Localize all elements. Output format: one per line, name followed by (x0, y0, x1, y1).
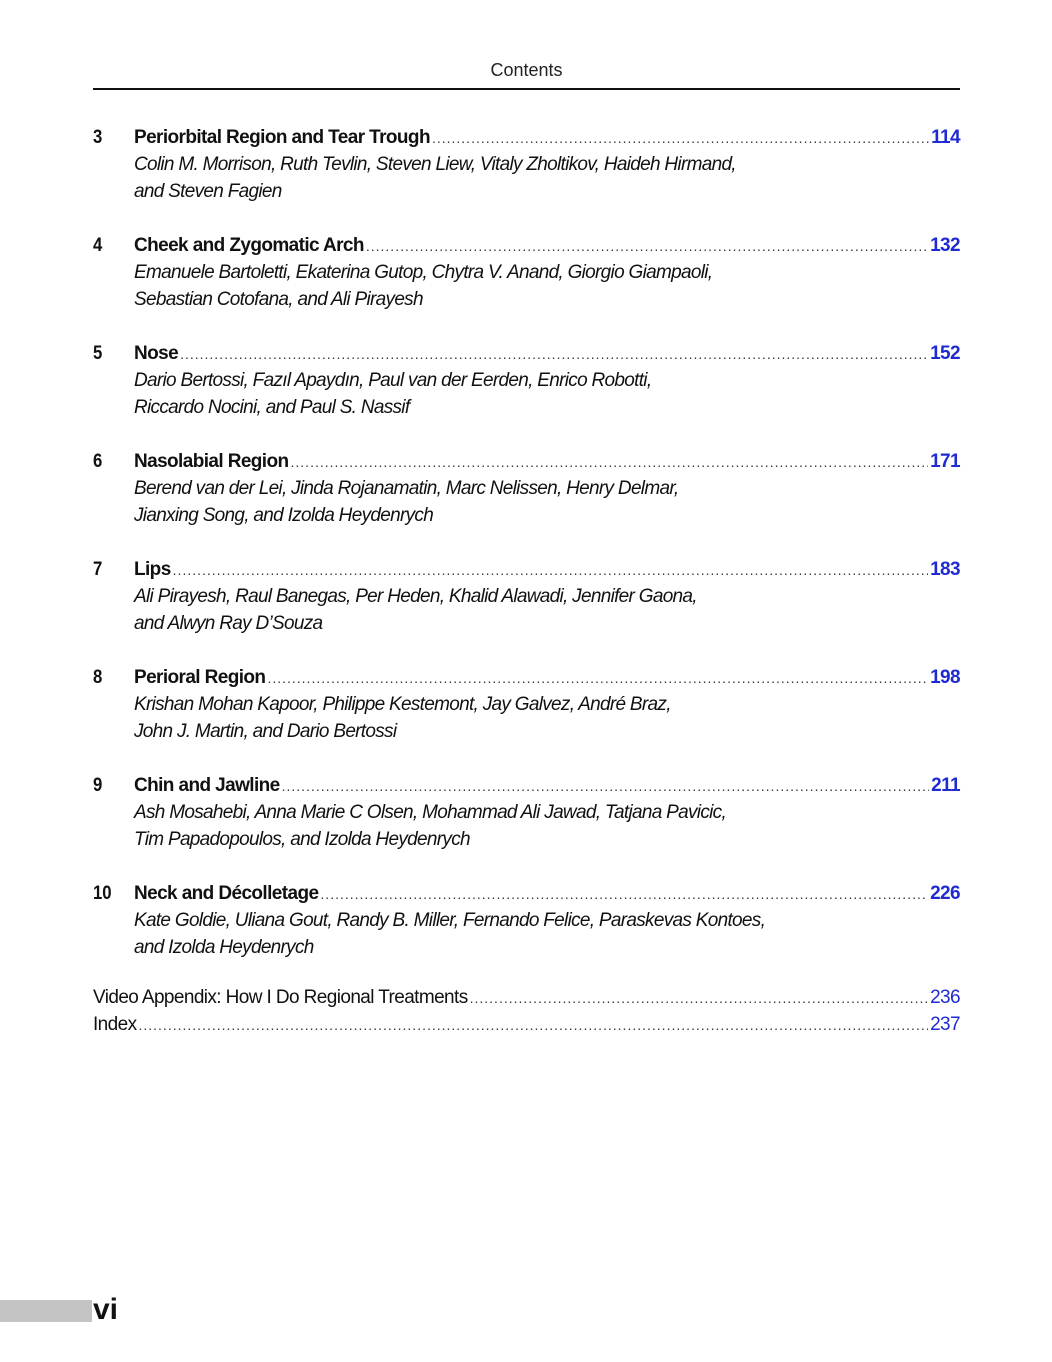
chapter-number: 10 (93, 883, 112, 904)
dot-leader (180, 341, 928, 368)
authors-line: Jianxing Song, and Izolda Heydenrych (134, 505, 434, 526)
page-number-link[interactable]: 114 (931, 127, 960, 148)
toc-entry (93, 340, 960, 448)
authors-line: Krishan Mohan Kapoor, Philippe Kestemont, Jay Galvez, André Braz, (134, 694, 671, 715)
chapter-title[interactable]: Perioral Region (134, 667, 266, 688)
dot-leader (366, 233, 928, 260)
chapter-number: 4 (93, 235, 103, 256)
backmatter-list (93, 984, 960, 1038)
authors-line: Kate Goldie, Uliana Gout, Randy B. Miller, Fernando Felice, Paraskevas Kontoes, (134, 910, 766, 931)
page-title: Contents (490, 60, 563, 80)
authors-line: and Alwyn Ray D’Souza (134, 613, 323, 634)
authors-line: Dario Bertossi, Fazıl Apaydın, Paul van der Eerden, Enrico Robotti, (134, 370, 652, 391)
authors-line: and Steven Fagien (134, 181, 282, 202)
chapter-authors (134, 367, 651, 421)
toc-entry (93, 448, 960, 556)
page-folio: vi (93, 1293, 119, 1326)
folio-bar (0, 1300, 92, 1322)
dot-leader (173, 557, 928, 584)
toc-entry (93, 772, 960, 880)
chapter-title[interactable]: Chin and Jawline (134, 775, 280, 796)
chapter-number: 3 (93, 127, 103, 148)
chapter-number: 9 (93, 775, 103, 796)
dot-leader (470, 985, 928, 1012)
chapter-title-row (134, 664, 960, 691)
toc-entry (93, 124, 960, 232)
page-number-link[interactable]: 226 (930, 883, 960, 904)
toc-entry (93, 232, 960, 340)
backmatter-entry (93, 984, 960, 1011)
chapter-authors (134, 907, 765, 961)
chapter-number: 8 (93, 667, 103, 688)
chapter-authors (134, 475, 679, 529)
dot-leader (282, 773, 930, 800)
backmatter-title[interactable]: Index (93, 1014, 137, 1035)
toc-entry (93, 664, 960, 772)
dot-leader (320, 881, 928, 908)
dot-leader (432, 125, 929, 152)
authors-line: Berend van der Lei, Jinda Rojanamatin, Marc Nelissen, Henry Delmar, (134, 478, 679, 499)
dot-leader (291, 449, 929, 476)
chapter-title[interactable]: Lips (134, 559, 171, 580)
chapter-title-row (134, 340, 960, 367)
authors-line: and Izolda Heydenrych (134, 937, 314, 958)
header-rule (93, 88, 960, 90)
chapter-title[interactable]: Nasolabial Region (134, 451, 289, 472)
chapter-number: 7 (93, 559, 103, 580)
chapter-authors (134, 799, 726, 853)
chapter-title-row (134, 448, 960, 475)
chapter-title-row (134, 232, 960, 259)
authors-line: John J. Martin, and Dario Bertossi (134, 721, 397, 742)
chapter-authors (134, 691, 671, 745)
chapter-authors (134, 151, 736, 205)
chapter-title-row (134, 772, 960, 799)
dot-leader (138, 1012, 928, 1039)
authors-line: Ali Pirayesh, Raul Banegas, Per Heden, Khalid Alawadi, Jennifer Gaona, (134, 586, 697, 607)
toc-entry (93, 556, 960, 664)
chapter-number: 6 (93, 451, 103, 472)
toc-entry (93, 880, 960, 988)
page-number-link[interactable]: 183 (930, 559, 960, 580)
chapter-title-row (134, 556, 960, 583)
chapter-authors (134, 583, 697, 637)
table-of-contents (93, 124, 960, 988)
page-number-link[interactable]: 171 (930, 451, 960, 472)
chapter-number: 5 (93, 343, 103, 364)
chapter-title[interactable]: Cheek and Zygomatic Arch (134, 235, 364, 256)
page-number-link[interactable]: 152 (930, 343, 960, 364)
authors-line: Emanuele Bartoletti, Ekaterina Gutop, Chytra V. Anand, Giorgio Giampaoli, (134, 262, 713, 283)
chapter-authors (134, 259, 712, 313)
chapter-title-row (134, 880, 960, 907)
authors-line: Colin M. Morrison, Ruth Tevlin, Steven Liew, Vitaly Zholtikov, Haideh Hirmand, (134, 154, 736, 175)
authors-line: Ash Mosahebi, Anna Marie C Olsen, Mohammad Ali Jawad, Tatjana Pavicic, (134, 802, 727, 823)
backmatter-title[interactable]: Video Appendix: How I Do Regional Treatments (93, 987, 468, 1008)
chapter-title-row (134, 124, 960, 151)
dot-leader (267, 665, 928, 692)
authors-line: Sebastian Cotofana, and Ali Pirayesh (134, 289, 423, 310)
authors-line: Tim Papadopoulos, and Izolda Heydenrych (134, 829, 470, 850)
page-number-link[interactable]: 132 (930, 235, 960, 256)
page-number-link[interactable]: 236 (930, 987, 960, 1008)
backmatter-entry (93, 1011, 960, 1038)
page-number-link[interactable]: 237 (930, 1014, 960, 1035)
page-number-link[interactable]: 211 (931, 775, 960, 796)
chapter-title[interactable]: Periorbital Region and Tear Trough (134, 127, 430, 148)
chapter-title[interactable]: Neck and Décolletage (134, 883, 319, 904)
page-number-link[interactable]: 198 (930, 667, 960, 688)
chapter-title[interactable]: Nose (134, 343, 179, 364)
authors-line: Riccardo Nocini, and Paul S. Nassif (134, 397, 410, 418)
